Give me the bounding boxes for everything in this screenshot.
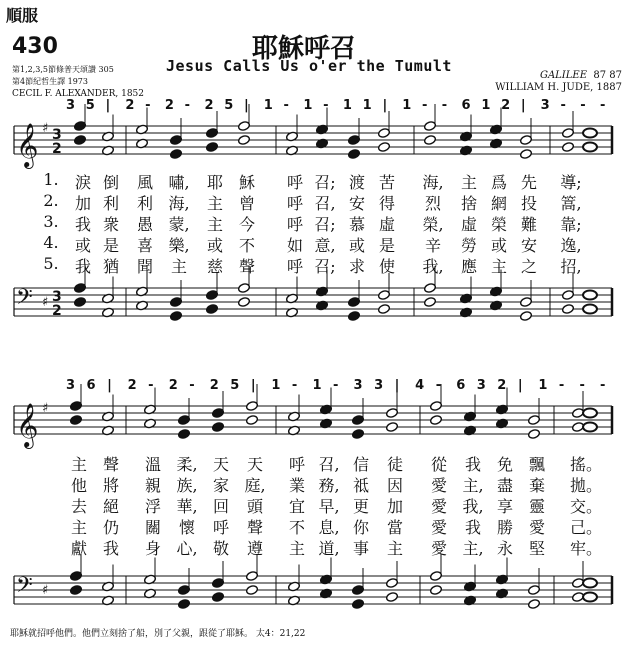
jianpu-digit: 2	[127, 378, 137, 393]
lyric-character: 慕	[348, 215, 365, 234]
jianpu-digit: 1	[271, 378, 281, 393]
lyric-character: 篙,	[560, 194, 582, 213]
jianpu-digit: -	[435, 378, 442, 393]
jianpu-digit: -	[323, 98, 329, 113]
lyric-character: 主	[70, 518, 87, 537]
lyric-character: 我	[102, 539, 119, 558]
lyric-character: 或	[74, 236, 91, 255]
lyric-character: 牢。	[570, 539, 603, 558]
jianpu-digit: -	[579, 378, 585, 393]
verse-number: 1.	[43, 170, 59, 189]
note-head	[562, 304, 575, 315]
lyric-character: 渡	[348, 173, 365, 192]
lyric-character: 衆	[102, 215, 119, 234]
lyric-character: 聲	[246, 518, 263, 537]
lyric-character: 召;	[314, 173, 336, 192]
lyricist-name: CECIL F. ALEXANDER, 1852	[12, 89, 144, 99]
lyric-character: 回	[212, 497, 229, 516]
lyric-character: 我	[74, 257, 91, 276]
note-head	[246, 585, 259, 596]
lyric-character: 榮,	[422, 215, 444, 234]
lyric-character: 拋。	[570, 476, 603, 495]
lyric-character: 去	[70, 497, 87, 516]
lyric-character: 你	[352, 518, 369, 537]
note-head	[212, 592, 225, 603]
note-head	[212, 422, 225, 433]
lyric-character: 樂,	[168, 236, 190, 255]
lyric-character: 從	[430, 455, 447, 474]
lyric-character: 呼	[288, 455, 305, 474]
meter: 87 87	[593, 70, 622, 81]
lyric-character: 虛	[460, 215, 477, 234]
lyric-character: 呼	[286, 257, 303, 276]
whole-note	[583, 305, 597, 314]
hymn-number: 430	[12, 34, 58, 59]
note-head	[430, 415, 443, 426]
lyric-character: 加	[74, 194, 91, 213]
jianpu-digit: 5	[224, 98, 234, 113]
jianpu-bar: |	[520, 98, 526, 113]
whole-note	[583, 593, 597, 602]
jianpu-digit: -	[558, 378, 565, 393]
lyric-character: 主	[460, 173, 477, 192]
lyric-character: 今	[238, 215, 255, 234]
lyric-character: 安	[348, 194, 365, 213]
lyric-character: 召,	[318, 455, 340, 474]
bass-clef-icon: 𝄢	[16, 573, 33, 603]
jianpu-digit: 1	[263, 98, 273, 113]
lyric-character: 不	[288, 518, 305, 537]
note-head	[348, 149, 361, 160]
jianpu-digit: 1	[362, 98, 372, 113]
lyric-character: 堅	[528, 539, 545, 558]
lyric-character: 主	[490, 257, 507, 276]
lyric-character: 喜	[136, 236, 153, 255]
jianpu-digit: -	[441, 98, 448, 113]
lyric-character: 聲	[238, 257, 255, 276]
jianpu-bar: |	[394, 378, 400, 393]
lyric-character: 愚	[136, 215, 153, 234]
time-signature-bottom: 2	[52, 141, 62, 157]
lyric-character: 呼	[286, 173, 303, 192]
lyric-character: 搖。	[570, 455, 603, 474]
jianpu-digit: -	[580, 98, 586, 113]
jianpu-digit: -	[560, 98, 566, 113]
whole-note	[583, 143, 597, 152]
lyric-character: 祗	[352, 476, 369, 495]
jianpu-bar: |	[517, 378, 523, 393]
lyrics-credit-line2: 第4節紀哲生譯 1973	[12, 77, 88, 86]
jianpu-digit: -	[184, 98, 191, 113]
lyric-character: 愛	[430, 518, 447, 537]
lyric-character: 先	[520, 173, 537, 192]
lyric-character: 或	[206, 236, 223, 255]
note-head	[238, 135, 251, 146]
lyric-character: 主	[170, 257, 187, 276]
bass-clef-icon: 𝄢	[16, 285, 33, 315]
lyric-character: 道,	[318, 539, 340, 558]
verse-number: 4.	[43, 233, 59, 252]
note-head	[528, 429, 541, 440]
note-head	[74, 135, 87, 146]
lyric-character: 召;	[314, 257, 336, 276]
lyric-character: 使	[378, 257, 395, 276]
hymn-title-english: Jesus Calls Us o'er the Tumult	[166, 57, 452, 75]
lyric-character: 召,	[314, 194, 336, 213]
jianpu-digit: 1	[312, 378, 322, 393]
lyric-character: 仍	[102, 518, 119, 537]
lyric-character: 家	[212, 476, 229, 495]
lyric-character: 我	[464, 518, 481, 537]
lyric-character: 天	[212, 455, 229, 474]
lyric-character: 心,	[176, 539, 198, 558]
lyric-character: 棄	[528, 476, 545, 495]
lyric-character: 敬	[212, 539, 229, 558]
jianpu-digit: 3	[66, 98, 76, 113]
jianpu-digit: -	[145, 98, 151, 113]
note-head	[378, 142, 391, 153]
jianpu-digit: 3	[476, 378, 486, 393]
lyric-character: 交。	[570, 497, 603, 516]
jianpu-digit: 4	[415, 378, 425, 393]
sharp-icon: ♯	[42, 583, 49, 598]
lyric-character: 捨	[460, 194, 477, 213]
jianpu-digit: 2	[209, 378, 219, 393]
lyric-character: 苦	[378, 173, 395, 192]
note-head	[528, 599, 541, 610]
lyric-character: 嘯,	[168, 173, 190, 192]
jianpu-digit: 1	[538, 378, 548, 393]
bass-staff-2	[0, 568, 636, 628]
jianpu-digit: -	[600, 378, 606, 393]
lyric-character: 加	[386, 497, 403, 516]
jianpu-digit: -	[422, 98, 428, 113]
lyric-character: 勞	[460, 236, 477, 255]
lyric-character: 華,	[176, 497, 198, 516]
lyric-character: 投	[520, 194, 537, 213]
jianpu-digit: 5	[230, 378, 240, 393]
lyric-character: 信	[352, 455, 369, 474]
lyric-character: 求	[348, 257, 365, 276]
note-head	[520, 311, 533, 322]
lyric-character: 絕	[102, 497, 119, 516]
lyric-character: 徒	[386, 455, 403, 474]
lyric-character: 我,	[422, 257, 444, 276]
lyric-character: 主	[206, 194, 223, 213]
lyric-character: 我	[74, 215, 91, 234]
jianpu-digit: 5	[85, 98, 95, 113]
jianpu-bar: |	[382, 98, 388, 113]
lyric-character: 虛	[378, 215, 395, 234]
whole-note	[583, 423, 597, 432]
music-credit	[495, 70, 622, 94]
note-head	[70, 415, 83, 426]
lyric-character: 呼	[286, 215, 303, 234]
note-head	[352, 429, 365, 440]
treble-staff-1	[0, 118, 636, 178]
note-head	[424, 297, 437, 308]
lyrics-credit	[12, 64, 144, 100]
lyric-character: 倒	[102, 173, 119, 192]
lyric-character: 難	[520, 215, 537, 234]
lyric-character: 曾	[238, 194, 255, 213]
lyric-character: 得	[378, 194, 395, 213]
lyric-character: 主	[288, 539, 305, 558]
jianpu-digit: 2	[125, 98, 135, 113]
lyric-character: 或	[348, 236, 365, 255]
scripture-footnote: 耶穌就招呼他們。他們立刻捨了船，別了父親，跟從了耶穌。 太4：21,22	[10, 629, 306, 639]
jianpu-digit: -	[600, 98, 606, 113]
jianpu-digit: 1	[481, 98, 491, 113]
lyric-character: 逸,	[560, 236, 582, 255]
note-head	[562, 142, 575, 153]
jianpu-digit: -	[148, 378, 154, 393]
lyric-character: 不	[238, 236, 255, 255]
lyric-character: 利	[102, 194, 119, 213]
lyric-character: 靠;	[560, 215, 582, 234]
lyric-character: 懷	[178, 518, 195, 537]
lyric-character: 事	[352, 539, 369, 558]
lyric-character: 榮	[490, 215, 507, 234]
lyric-character: 爲	[490, 173, 507, 192]
lyric-character: 族,	[176, 476, 198, 495]
jianpu-digit: 1	[402, 98, 412, 113]
lyric-character: 是	[102, 236, 119, 255]
lyric-character: 愛	[430, 476, 447, 495]
jianpu-digit: 3	[66, 378, 76, 393]
jianpu-digit: 6	[86, 378, 96, 393]
lyric-character: 淚	[74, 173, 91, 192]
lyric-character: 免	[496, 455, 513, 474]
lyric-character: 庭,	[244, 476, 266, 495]
sharp-icon: ♯	[42, 121, 49, 136]
lyric-character: 穌	[238, 173, 255, 192]
hymn-title-chinese: 耶穌呼召	[252, 34, 357, 64]
whole-note	[583, 409, 597, 418]
lyric-character: 我,	[462, 497, 484, 516]
tune-name: GALILEE	[539, 70, 587, 81]
treble-staff-2	[0, 398, 636, 458]
jianpu-digit: 3	[374, 378, 384, 393]
jianpu-bar: |	[250, 378, 256, 393]
lyric-character: 海,	[168, 194, 190, 213]
lyric-character: 靈	[528, 497, 545, 516]
jianpu-digit: 3	[353, 378, 363, 393]
sharp-icon: ♯	[42, 295, 49, 310]
sharp-icon: ♯	[42, 401, 49, 416]
note-head	[238, 297, 251, 308]
note-head	[520, 149, 533, 160]
lyric-character: 永	[496, 539, 513, 558]
jianpu-digit: 1	[303, 98, 313, 113]
note-head	[170, 311, 183, 322]
lyric-character: 愛	[430, 497, 447, 516]
whole-note	[583, 291, 597, 300]
jianpu-digit: 2	[164, 98, 174, 113]
lyric-character: 遵	[246, 539, 263, 558]
lyric-character: 將	[102, 476, 119, 495]
note-head	[386, 592, 399, 603]
time-signature-top: 3	[52, 289, 62, 305]
lyric-character: 享	[496, 497, 513, 516]
section-label: 順服	[6, 6, 39, 25]
lyric-character: 宜	[288, 497, 305, 516]
lyric-character: 烈	[424, 194, 441, 213]
jianpu-digit: -	[189, 378, 195, 393]
lyric-character: 意,	[314, 236, 336, 255]
lyric-character: 愛	[528, 518, 545, 537]
jianpu-digit: 6	[461, 98, 471, 113]
whole-note	[583, 579, 597, 588]
lyric-character: 業	[288, 476, 305, 495]
note-head	[378, 304, 391, 315]
note-head	[386, 422, 399, 433]
note-head	[430, 585, 443, 596]
jianpu-digit: 3	[540, 98, 550, 113]
lyric-character: 呼	[212, 518, 229, 537]
time-signature-bottom: 2	[52, 303, 62, 319]
lyric-character: 海,	[422, 173, 444, 192]
lyric-character: 安	[520, 236, 537, 255]
lyric-character: 或	[490, 236, 507, 255]
lyric-character: 勝	[496, 518, 513, 537]
lyric-character: 獻	[70, 539, 87, 558]
lyric-character: 招,	[560, 257, 582, 276]
jianpu-digit: 2	[204, 98, 214, 113]
lyric-character: 聲	[102, 455, 119, 474]
note-head	[74, 297, 87, 308]
jianpu-digit: 2	[168, 378, 178, 393]
jianpu-bar: |	[244, 98, 249, 113]
lyric-character: 耶	[206, 173, 223, 192]
lyric-character: 是	[378, 236, 395, 255]
bass-staff-1	[0, 280, 636, 340]
lyric-character: 天	[246, 455, 263, 474]
lyric-character: 主,	[462, 539, 484, 558]
lyric-character: 主	[70, 455, 87, 474]
note-head	[206, 304, 219, 315]
treble-clef-icon: 𝄞	[16, 403, 39, 447]
jianpu-digit: 6	[456, 378, 466, 393]
jianpu-digit: 2	[497, 378, 507, 393]
treble-clef-icon: 𝄞	[16, 123, 39, 167]
lyric-character: 柔,	[176, 455, 198, 474]
lyric-character: 利	[136, 194, 153, 213]
lyric-character: 應	[460, 257, 477, 276]
lyric-character: 愛	[430, 539, 447, 558]
lyric-character: 更	[352, 497, 369, 516]
note-head	[352, 599, 365, 610]
lyric-character: 聞	[136, 257, 153, 276]
composer-name: WILLIAM H. JUDE, 1887	[495, 82, 622, 93]
lyric-character: 己。	[570, 518, 603, 537]
lyric-character: 之	[520, 257, 537, 276]
note-head	[178, 429, 191, 440]
lyric-character: 如	[286, 236, 303, 255]
lyrics-credit-line1: 第1,2,3,5節條普天頌讚 305	[12, 65, 114, 74]
note-head	[170, 149, 183, 160]
jianpu-digit: 1	[342, 98, 352, 113]
lyric-character: 溫	[144, 455, 161, 474]
verse-number: 5.	[43, 254, 59, 273]
lyric-character: 關	[144, 518, 161, 537]
whole-note	[583, 129, 597, 138]
lyric-character: 息,	[318, 518, 340, 537]
time-signature-top: 3	[52, 127, 62, 143]
lyric-character: 風	[136, 173, 153, 192]
note-head	[70, 585, 83, 596]
lyric-character: 親	[144, 476, 161, 495]
jianpu-digit: -	[291, 378, 298, 393]
jianpu-bar: |	[107, 378, 112, 393]
note-head	[246, 415, 259, 426]
note-head	[178, 599, 191, 610]
jianpu-digit: -	[333, 378, 339, 393]
lyric-character: 務,	[318, 476, 340, 495]
lyric-character: 浮	[144, 497, 161, 516]
lyric-character: 主,	[462, 476, 484, 495]
lyric-character: 蒙,	[168, 215, 190, 234]
lyric-character: 我	[464, 455, 481, 474]
lyric-character: 主	[386, 539, 403, 558]
lyric-character: 飄	[528, 455, 545, 474]
lyric-character: 辛	[424, 236, 441, 255]
note-head	[206, 142, 219, 153]
lyric-character: 身	[144, 539, 161, 558]
lyric-character: 主	[206, 215, 223, 234]
lyric-character: 盡	[496, 476, 513, 495]
jianpu-digit: 2	[501, 98, 511, 113]
lyric-character: 當	[386, 518, 403, 537]
note-head	[424, 135, 437, 146]
lyric-character: 頭	[246, 497, 263, 516]
lyric-character: 導;	[560, 173, 582, 192]
lyric-character: 因	[386, 476, 403, 495]
lyric-character: 早,	[318, 497, 340, 516]
lyric-character: 呼	[286, 194, 303, 213]
jianpu-bar: |	[105, 98, 111, 113]
lyric-character: 猶	[102, 257, 119, 276]
jianpu-digit: -	[283, 98, 289, 113]
lyric-character: 網	[490, 194, 507, 213]
lyric-character: 他	[70, 476, 87, 495]
note-head	[348, 311, 361, 322]
verse-number: 3.	[43, 212, 59, 231]
lyric-character: 召;	[314, 215, 336, 234]
verse-number: 2.	[43, 191, 59, 210]
lyric-character: 慈	[206, 257, 223, 276]
